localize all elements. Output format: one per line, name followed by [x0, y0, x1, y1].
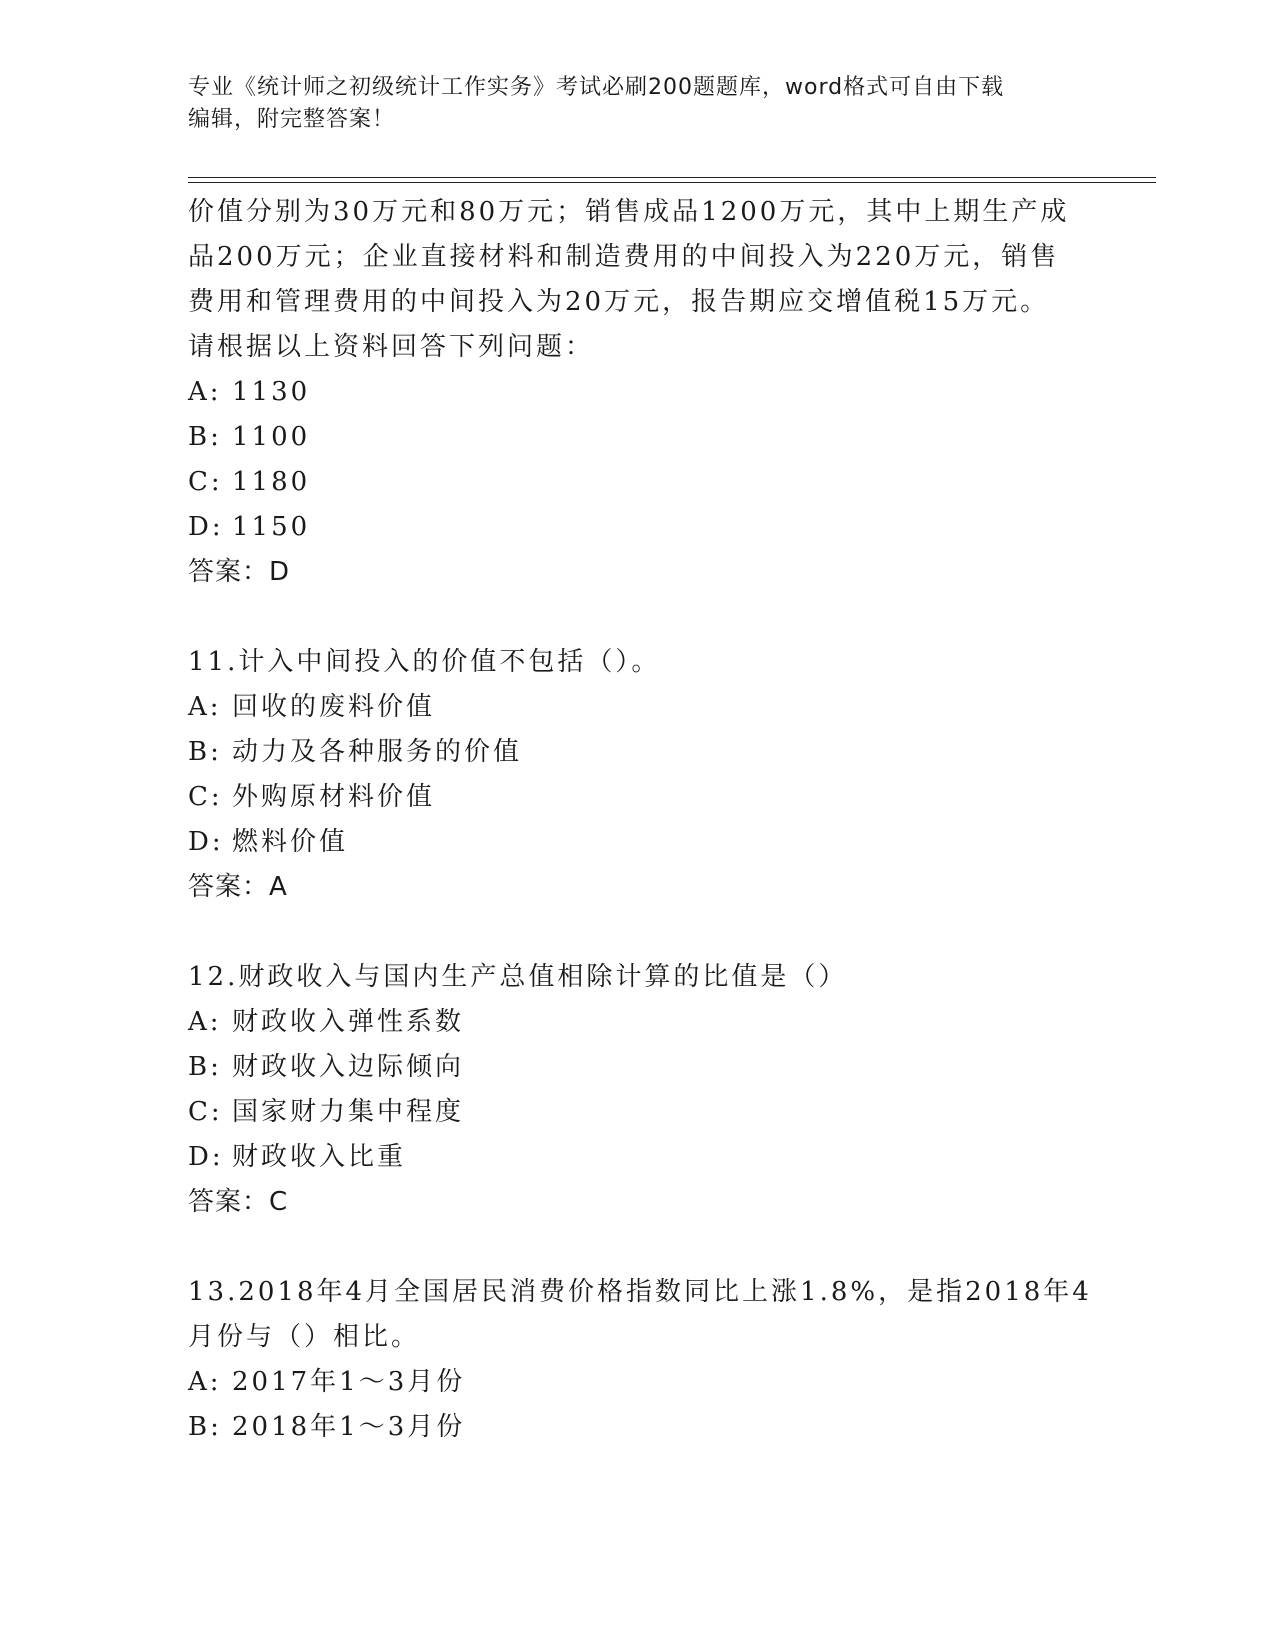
question-stem-line: 品200万元；企业直接材料和制造费用的中间投入为220万元，销售: [188, 242, 1060, 272]
option-label: B:: [188, 422, 222, 452]
question-13: [188, 1270, 1092, 1450]
option-text: 国家财力集中程度: [232, 1097, 465, 1127]
answer-line: 答案：A: [188, 872, 288, 902]
option-label: B:: [188, 737, 222, 767]
option-a: [188, 685, 1088, 730]
option-text: 2018年1～3月份: [232, 1412, 466, 1442]
spacer: [188, 595, 1088, 640]
spacer: [188, 1225, 1088, 1270]
spacer: [188, 910, 1088, 955]
option-text: 财政收入比重: [232, 1142, 407, 1172]
question-stem: 12.财政收入与国内生产总值相除计算的比值是（）: [188, 962, 848, 992]
option-a: [188, 1360, 1088, 1405]
option-text: 2017年1～3月份: [232, 1367, 466, 1397]
option-label: D:: [188, 512, 224, 542]
option-text: 1180: [232, 467, 311, 497]
option-label: B:: [188, 1052, 222, 1082]
question-stem-line: 价值分别为30万元和80万元；销售成品1200万元，其中上期生产成: [188, 197, 1070, 227]
option-b: [188, 1405, 1088, 1450]
question-12: [188, 955, 1088, 1225]
question-10: [188, 190, 1088, 595]
option-label: C:: [188, 467, 223, 497]
option-text: 财政收入弹性系数: [232, 1007, 465, 1037]
option-label: C:: [188, 782, 223, 812]
option-text: 财政收入边际倾向: [232, 1052, 465, 1082]
option-c: [188, 1090, 1088, 1135]
option-label: D:: [188, 1142, 224, 1172]
question-stem-line: 请根据以上资料回答下列问题：: [188, 332, 595, 362]
header-title-line-2: 编辑，附完整答案！: [188, 107, 396, 132]
document-header: [188, 72, 1088, 136]
option-label: B:: [188, 1412, 222, 1442]
option-a: [188, 1000, 1088, 1045]
option-c: [188, 460, 1088, 505]
option-c: [188, 775, 1088, 820]
option-text: 1100: [232, 422, 311, 452]
option-b: [188, 730, 1088, 775]
question-stem-line: 13.2018年4月全国居民消费价格指数同比上涨1.8%，是指2018年4: [188, 1277, 1092, 1307]
option-text: 1150: [232, 512, 311, 542]
header-title-line-1: 专业《统计师之初级统计工作实务》考试必刷200题题库，word格式可自由下载: [188, 75, 1005, 100]
option-label: D:: [188, 827, 224, 857]
document-body: [188, 190, 1092, 1450]
option-d: [188, 1135, 1088, 1180]
option-b: [188, 1045, 1088, 1090]
option-text: 动力及各种服务的价值: [232, 737, 523, 767]
question-stem-line: 费用和管理费用的中间投入为20万元，报告期应交增值税15万元。: [188, 287, 1050, 317]
answer-line: 答案：D: [188, 557, 291, 587]
option-label: C:: [188, 1097, 223, 1127]
option-text: 外购原材料价值: [232, 782, 436, 812]
option-text: 回收的废料价值: [232, 692, 436, 722]
option-text: 1130: [232, 377, 311, 407]
option-d: [188, 505, 1088, 550]
option-label: A:: [188, 1367, 222, 1397]
question-stem-line: 月份与（）相比。: [188, 1322, 421, 1352]
option-label: A:: [188, 692, 222, 722]
option-d: [188, 820, 1088, 865]
option-text: 燃料价值: [232, 827, 349, 857]
answer-line: 答案：C: [188, 1187, 289, 1217]
option-a: [188, 370, 1088, 415]
option-label: A:: [188, 1007, 222, 1037]
option-label: A:: [188, 377, 222, 407]
question-11: [188, 640, 1088, 910]
question-stem: 11.计入中间投入的价值不包括（）。: [188, 647, 661, 677]
option-b: [188, 415, 1088, 460]
header-divider: [188, 177, 1156, 183]
